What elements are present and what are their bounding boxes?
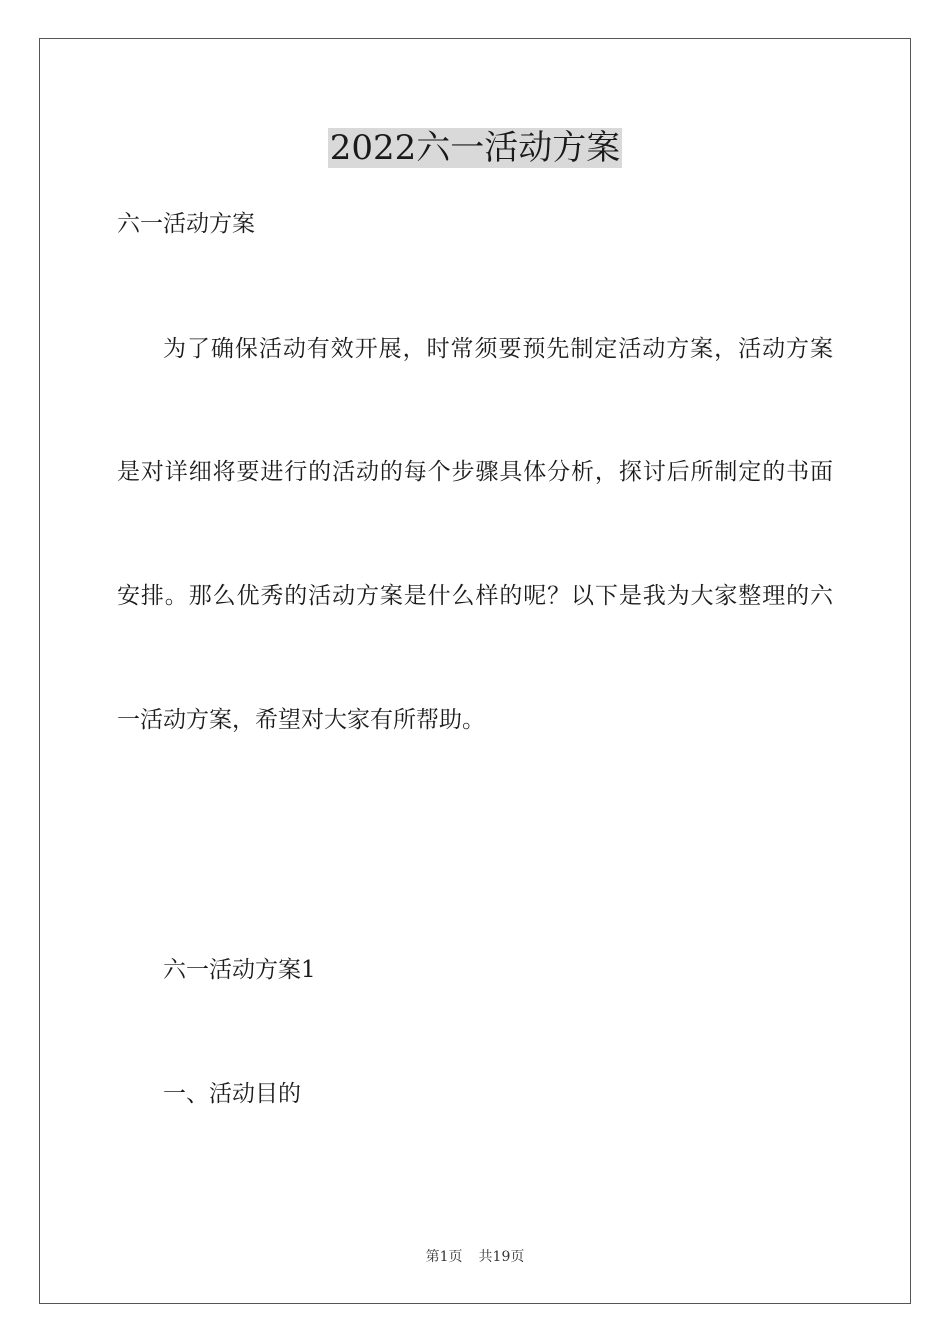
page-number: 第1页 [425,1249,463,1265]
document-title: 2022六一活动方案 [329,128,621,168]
intro-paragraph-line-3: 安排。那么优秀的活动方案是什么样的呢？以下是我为大家整理的六 [117,583,833,609]
subsection-heading: 一、活动目的 [163,1081,301,1107]
intro-paragraph-line-2: 是对详细将要进行的活动的每个步骤具体分析，探讨后所制定的书面 [117,459,833,485]
intro-paragraph-line-1: 为了确保活动有效开展，时常须要预先制定活动方案，活动方案 [163,336,833,362]
page-footer [0,1247,950,1267]
document-subtitle: 六一活动方案 [117,211,255,237]
intro-paragraph-line-4: 一活动方案，希望对大家有所帮助。 [117,707,485,733]
page-total: 共19页 [478,1249,525,1265]
section-heading: 六一活动方案1 [163,957,316,983]
